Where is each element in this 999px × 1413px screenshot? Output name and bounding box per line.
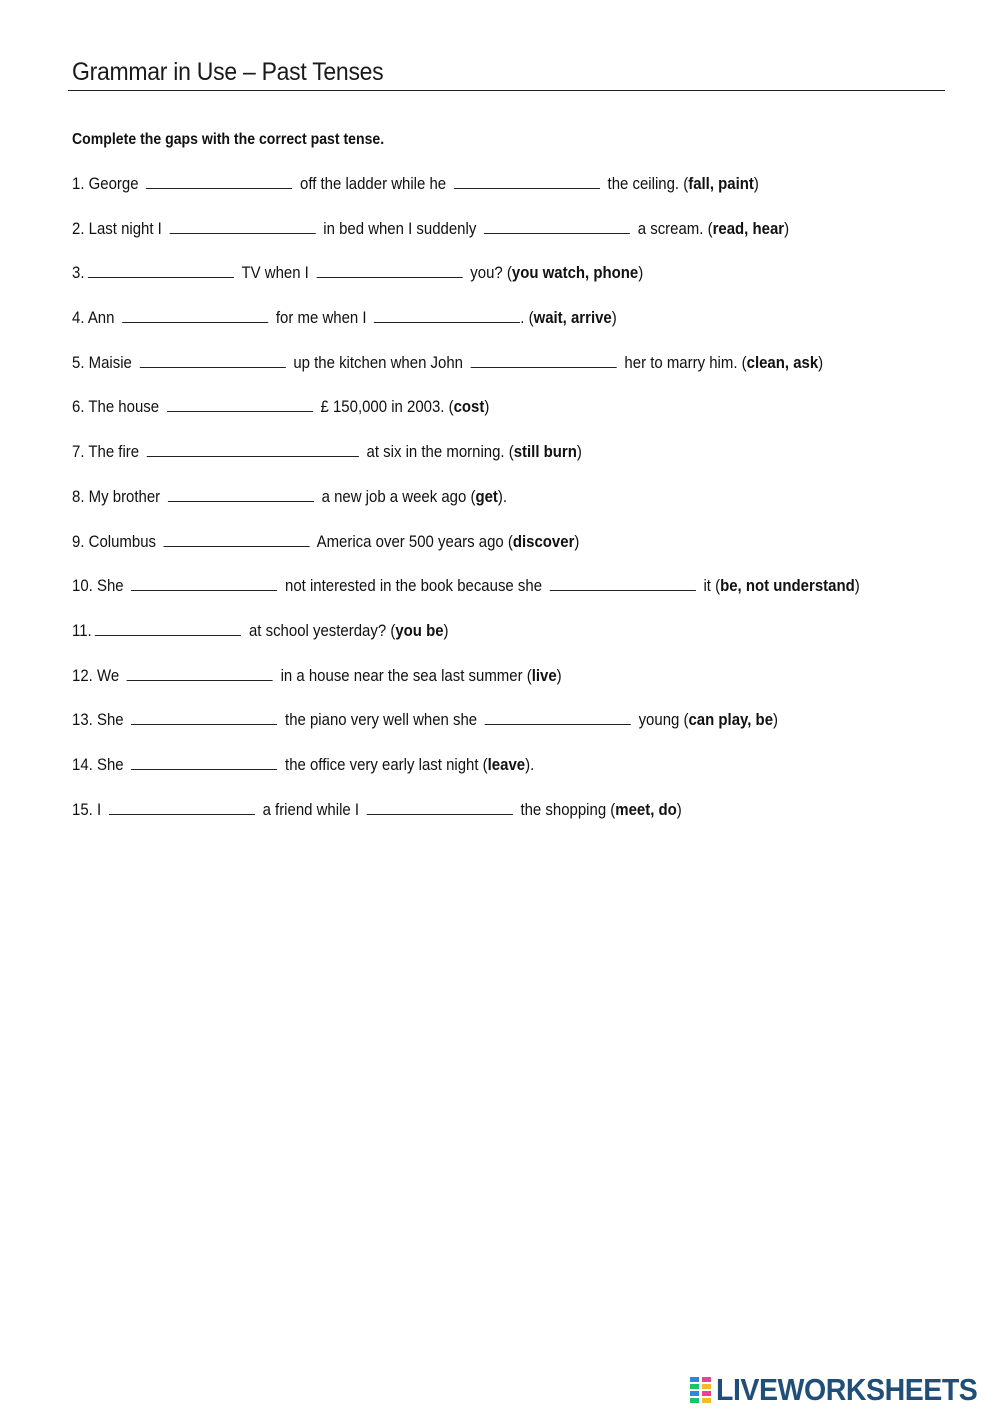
item-text: The house xyxy=(88,397,164,417)
item-number: 2. xyxy=(72,218,85,238)
answer-gap[interactable] xyxy=(374,308,520,323)
logo-mark-tile xyxy=(702,1377,711,1382)
item-text: a scream. ( xyxy=(633,218,713,238)
item-text: a friend while I xyxy=(258,799,364,819)
exercise-10 xyxy=(72,576,864,621)
exercise-list xyxy=(72,174,972,844)
item-text: it ( xyxy=(699,576,721,596)
logo-mark-tile xyxy=(690,1398,699,1403)
verb-hint: wait, arrive xyxy=(533,308,612,328)
exercise-3 xyxy=(72,263,864,308)
item-number: 3. xyxy=(72,263,85,283)
item-text: Last night I xyxy=(88,218,166,238)
item-text: She xyxy=(96,754,128,774)
item-end: ) xyxy=(818,352,824,372)
answer-gap[interactable] xyxy=(167,397,313,412)
answer-gap[interactable] xyxy=(168,487,314,502)
verb-hint: cost xyxy=(453,397,485,417)
answer-gap[interactable] xyxy=(88,263,234,278)
item-end: ) xyxy=(753,174,759,193)
item-number: 6. xyxy=(72,397,85,417)
exercise-8 xyxy=(72,487,864,532)
page-title: Grammar in Use – Past Tenses xyxy=(72,58,384,86)
answer-gap[interactable] xyxy=(127,666,273,681)
title-divider xyxy=(68,90,945,91)
answer-gap[interactable] xyxy=(550,576,696,591)
liveworksheets-logo xyxy=(690,1372,999,1408)
item-text: the piano very well when she xyxy=(280,710,482,730)
answer-gap[interactable] xyxy=(317,263,463,278)
item-text: in a house near the sea last summer ( xyxy=(276,665,532,685)
item-text: My brother xyxy=(88,486,165,506)
item-text: Ann xyxy=(87,308,119,328)
item-end: ) xyxy=(576,442,582,462)
answer-gap[interactable] xyxy=(140,353,286,368)
verb-hint: be, not understand xyxy=(720,576,855,596)
exercise-15 xyxy=(72,800,864,845)
logo-mark-tile xyxy=(690,1377,699,1382)
item-number: 8. xyxy=(72,486,85,506)
item-text: the shopping ( xyxy=(516,799,616,819)
item-number: 4. xyxy=(72,308,85,328)
item-text: She xyxy=(96,576,128,596)
exercise-11 xyxy=(72,621,864,666)
exercise-14 xyxy=(72,755,864,800)
item-text: The fire xyxy=(88,442,144,462)
item-end: ) xyxy=(638,263,644,283)
item-text: at school yesterday? ( xyxy=(244,620,396,640)
item-text: We xyxy=(96,665,124,685)
logo-mark-tile xyxy=(702,1398,711,1403)
logo-mark-tile xyxy=(702,1391,711,1396)
instructions: Complete the gaps with the correct past tense. xyxy=(72,131,385,148)
item-text: off the ladder while he xyxy=(295,174,451,193)
item-text: up the kitchen when John xyxy=(289,352,468,372)
item-text: in bed when I suddenly xyxy=(319,218,481,238)
item-number: 9. xyxy=(72,531,85,551)
logo-mark-tile xyxy=(690,1391,699,1396)
answer-gap[interactable] xyxy=(131,576,277,591)
item-end: ) xyxy=(574,531,580,551)
answer-gap[interactable] xyxy=(147,442,359,457)
exercise-7 xyxy=(72,442,864,487)
answer-gap[interactable] xyxy=(131,755,277,770)
item-text: the ceiling. ( xyxy=(603,174,689,193)
item-text: a new job a week ago ( xyxy=(317,486,476,506)
item-text: £ 150,000 in 2003. ( xyxy=(316,397,454,417)
answer-gap[interactable] xyxy=(471,353,617,368)
verb-hint: get xyxy=(475,486,498,506)
logo-mark-tile xyxy=(690,1384,699,1389)
item-number: 7. xyxy=(72,442,85,462)
item-text: not interested in the book because she xyxy=(280,576,547,596)
answer-gap[interactable] xyxy=(454,174,600,189)
item-number: 10. xyxy=(72,576,93,596)
item-text: Maisie xyxy=(88,352,137,372)
item-text: TV when I xyxy=(237,263,314,283)
answer-gap[interactable] xyxy=(95,621,241,636)
logo-text: LIVEWORKSHEETS xyxy=(716,1372,978,1407)
item-end: ) xyxy=(854,576,860,596)
item-number: 13. xyxy=(72,710,93,730)
item-text: young ( xyxy=(634,710,689,730)
item-text: at six in the morning. ( xyxy=(362,442,514,462)
answer-gap[interactable] xyxy=(122,308,268,323)
verb-hint: fall, paint xyxy=(688,174,754,193)
exercise-2 xyxy=(72,219,864,264)
exercise-13 xyxy=(72,710,864,755)
exercise-12 xyxy=(72,666,864,711)
item-end: ). xyxy=(497,486,508,506)
exercise-5 xyxy=(72,353,864,398)
verb-hint: leave xyxy=(487,754,526,774)
logo-mark-icon xyxy=(690,1377,712,1403)
item-number: 11. xyxy=(72,620,92,640)
item-number: 15. xyxy=(72,799,93,819)
item-number: 12. xyxy=(72,665,93,685)
item-number: 5. xyxy=(72,352,85,372)
item-end: ) xyxy=(611,308,617,328)
verb-hint: can play, be xyxy=(688,710,774,730)
exercise-9 xyxy=(72,532,864,577)
item-text: America over 500 years ago ( xyxy=(313,531,513,551)
item-end: ) xyxy=(443,620,449,640)
verb-hint: you watch, phone xyxy=(511,263,639,283)
item-end: ) xyxy=(773,710,779,730)
answer-gap[interactable] xyxy=(485,710,631,725)
item-end: ) xyxy=(676,799,682,819)
answer-gap[interactable] xyxy=(170,219,316,234)
answer-gap[interactable] xyxy=(367,800,513,815)
answer-gap[interactable] xyxy=(131,710,277,725)
answer-gap[interactable] xyxy=(109,800,255,815)
item-end: ). xyxy=(525,754,535,774)
verb-hint: discover xyxy=(512,531,575,551)
item-text: you? ( xyxy=(466,263,512,283)
exercise-1 xyxy=(72,174,864,219)
item-text: for me when I xyxy=(271,308,371,328)
item-number: 1. xyxy=(72,174,85,193)
item-number: 14. xyxy=(72,754,93,774)
answer-gap[interactable] xyxy=(484,219,630,234)
answer-gap[interactable] xyxy=(146,174,292,189)
verb-hint: meet, do xyxy=(615,799,677,819)
item-text: She xyxy=(96,710,128,730)
item-text: George xyxy=(88,174,143,193)
item-text: Columbus xyxy=(88,531,161,551)
verb-hint: read, hear xyxy=(712,218,785,238)
exercise-6 xyxy=(72,397,864,442)
item-end: ) xyxy=(484,397,490,417)
item-text: I xyxy=(96,799,106,819)
item-text: . ( xyxy=(520,308,534,328)
item-end: ) xyxy=(784,218,790,238)
verb-hint: clean, ask xyxy=(746,352,819,372)
exercise-4 xyxy=(72,308,864,353)
item-text: the office very early last night ( xyxy=(280,754,488,774)
verb-hint: still burn xyxy=(513,442,577,462)
answer-gap[interactable] xyxy=(164,532,310,547)
verb-hint: you be xyxy=(395,620,444,640)
logo-mark-tile xyxy=(702,1384,711,1389)
item-text: her to marry him. ( xyxy=(620,352,747,372)
item-end: ) xyxy=(556,665,562,685)
verb-hint: live xyxy=(531,665,557,685)
